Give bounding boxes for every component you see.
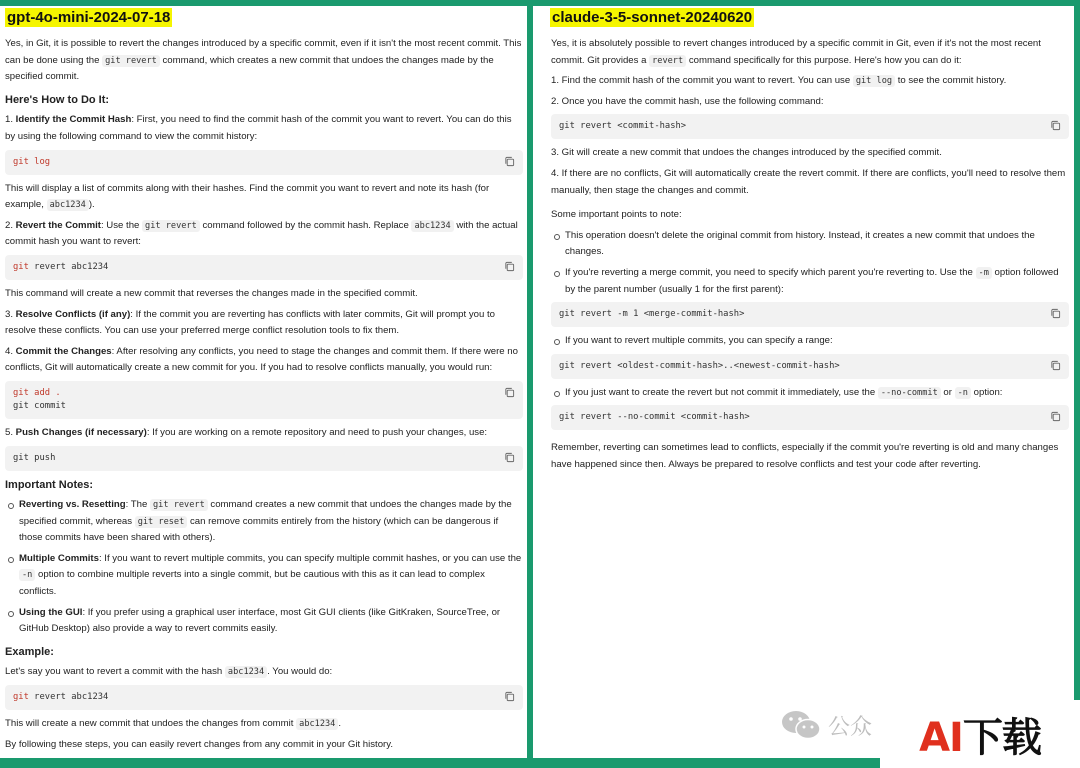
copy-icon[interactable] [1050,360,1061,371]
model-title-right: claude-3-5-sonnet-20240620 [552,9,753,26]
wechat-badge [780,708,872,742]
example-text: Let's say you want to revert a commit with the hash abc1234 . You would do: [5,666,333,678]
model-title-left: gpt-4o-mini-2024-07-18 [7,9,171,26]
points-heading: Some important points to note: [551,209,682,221]
right-response-panel [533,6,1074,758]
left-step-1-after: This will display a list of commits along with their hashes. Find the commit you want to revert and note its hash (for example, abc1234 ). [5,182,490,211]
right-response-content [551,36,1069,478]
right-step-4: 4. If there are no conflicts, Git will automatically create the revert commit. If there are conflicts, you'll need to resolve them manually, then stage the changes and commit. [551,167,1066,196]
left-closing: By following these steps, you can easily revert changes from any commit in your Git history. [5,738,393,750]
notes-heading: Important Notes: [5,478,93,491]
wechat-text: 公众 [828,714,873,740]
left-step-2-after: This command will create a new commit that reverses the changes made in the specified commit. [5,287,418,299]
how-heading: Here's How to Do It: [5,93,110,106]
point-no-commit: If you just want to create the revert but not commit it immediately, use the --no-commit or -n option: [551,385,1069,402]
left-response-content [5,36,523,757]
copy-icon[interactable] [1050,308,1061,319]
copy-icon[interactable] [504,452,515,463]
right-step-1: 1. Find the commit hash of the commit you want to revert. You can use git log to see the commit history. [551,75,1007,87]
copy-icon[interactable] [504,387,515,398]
left-intro: Yes, in Git, it is possible to revert the changes introduced by a specific commit, even if it isn't the most recent commit. This can be done using the git revert command, which creates a new commit that undoes the changes made by the specified commit. [5,38,522,83]
note-multiple-commits: Multiple Commits: If you want to revert multiple commits, you can specify multiple commit hashes, or you can use the -n option to combine multiple reverts into a single commit, but be cautious with this as it can lead to complex conflicts. [5,551,523,601]
left-step-1: 1. Identify the Commit Hash: First, you need to find the commit hash of the commit you want to revert. You can do this by using the following command to view the commit history: [5,114,512,142]
ai-download-logo [880,700,1080,768]
example-heading: Example: [5,645,54,658]
code-block-git-add-commit: git add . git commit [5,381,523,419]
example-after: This will create a new commit that undoes the changes from commit abc1234 . [5,718,342,730]
left-step-3: 3. Resolve Conflicts (if any): If the commit you are reverting has conflicts with later commits, Git will prompt you to resolve these conflicts. You can use your preferred merge conflict resolution tools to fix them. [5,308,495,337]
code-block-git-revert: git revert abc1234 [5,255,523,280]
code-block-revert-merge: git revert -m 1 <merge-commit-hash> [551,302,1069,327]
copy-icon[interactable] [504,261,515,272]
point-merge-commit: If you're reverting a merge commit, you need to specify which parent you're reverting to. Use the -m option followed by the parent number (usually 1 for the first parent): [551,265,1069,298]
code-block-example-revert: git revert abc1234 [5,685,523,710]
left-step-2: 2. Revert the Commit: Use the git revert command followed by the commit hash. Replace abc1234 with the actual commit hash you want to revert: [5,219,518,248]
point-multiple-commits: If you want to revert multiple commits, you can specify a range: [551,333,1069,350]
logo-download: 下载 [962,714,1041,761]
code-block-git-push: git push [5,446,523,471]
code-block-git-log: git log [5,150,523,175]
left-step-5: 5. Push Changes (if necessary): If you are working on a remote repository and need to push your changes, use: [5,426,488,438]
note-using-gui: Using the GUI: If you prefer using a graphical user interface, most Git GUI clients (like GitKraken, SourceTree, or GitHub Desktop) also provide a way to revert commits easily. [5,605,523,638]
wechat-icon [780,708,822,742]
logo-ai: AI [919,714,963,761]
left-response-panel [0,6,527,758]
watermark [780,700,1080,768]
code-block-revert-range: git revert <oldest-commit-hash>..<newest-commit-hash> [551,354,1069,379]
copy-icon[interactable] [504,156,515,167]
copy-icon[interactable] [1050,120,1061,131]
right-intro: Yes, it is absolutely possible to revert changes introduced by a specific commit in Git, even if it's not the most recent commit. Git provides a revert command specifically for this purpose. Here's how you can do it: [551,38,1041,66]
right-step-2: 2. Once you have the commit hash, use the following command: [551,95,824,107]
copy-icon[interactable] [504,691,515,702]
left-step-4: 4. Commit the Changes: After resolving any conflicts, you need to stage the changes and commit them. If there were no conflicts, Git will automatically create a new commit for you. If you had to resolve conflicts manually, you would run: [5,345,518,374]
code-block-revert-no-commit: git revert --no-commit <commit-hash> [551,405,1069,430]
note-reverting-vs-resetting: Reverting vs. Resetting: The git revert command creates a new commit that undoes the changes made by the specified commit, whereas git reset can remove commits entirely from the history (which can be dangerous if those commits have been shared with others). [5,497,523,547]
right-step-3: 3. Git will create a new commit that undoes the changes introduced by the specified commit. [551,147,942,159]
right-closing: Remember, reverting can sometimes lead to conflicts, especially if the commit you're reverting is old and many changes have happened since then. Always be prepared to resolve conflicts and test your code after reverting. [551,442,1059,470]
point-original-commit: This operation doesn't delete the original commit from history. Instead, it creates a new commit that undoes the changes. [551,228,1069,261]
copy-icon[interactable] [1050,411,1061,422]
code-block-revert-commit-hash: git revert <commit-hash> [551,114,1069,139]
